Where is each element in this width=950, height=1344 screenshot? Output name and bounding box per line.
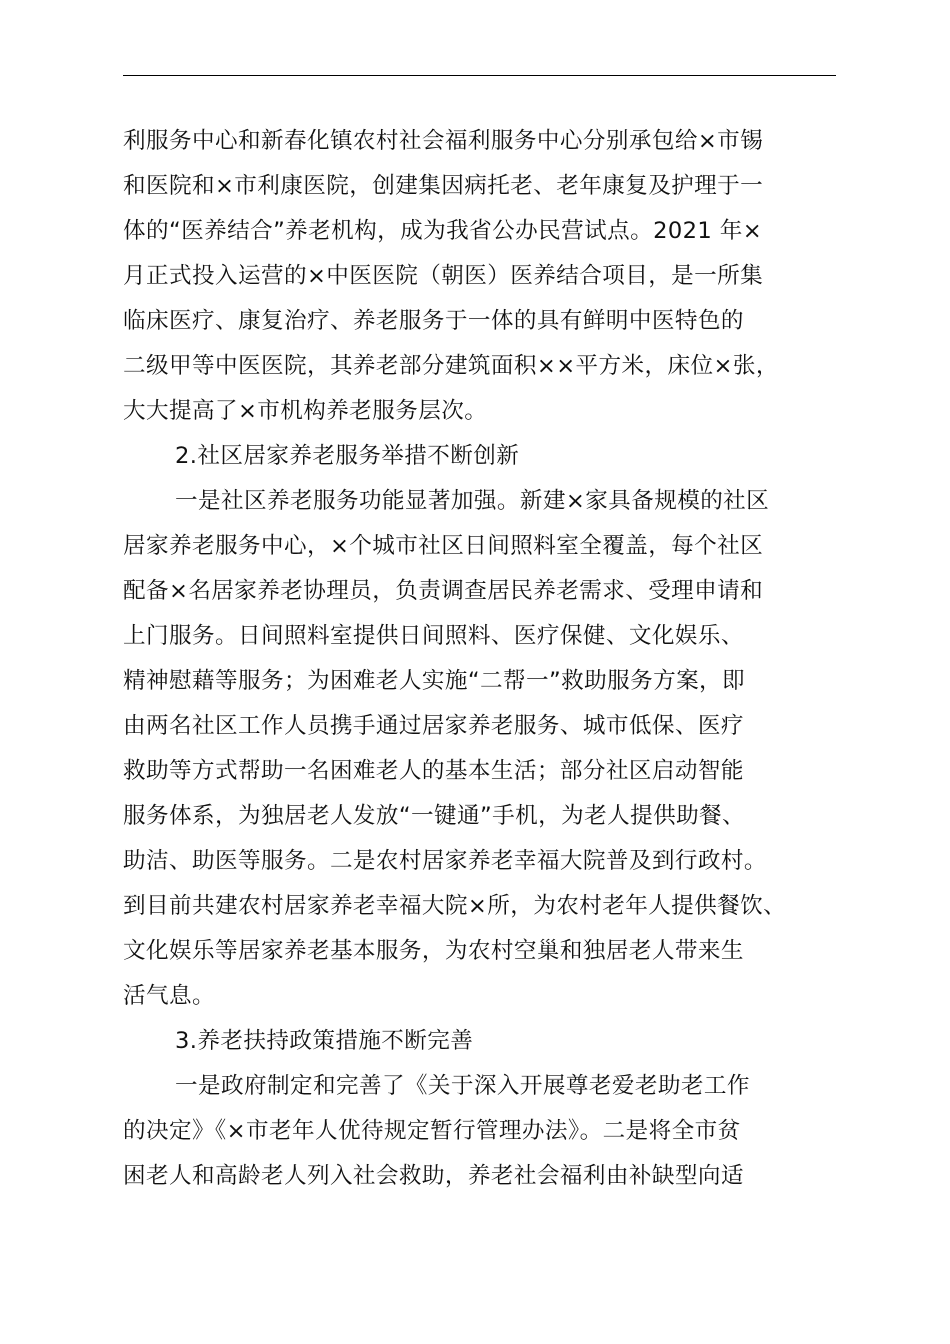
text-line: 困老人和高龄老人列入社会救助，养老社会福利由补缺型向适 [123, 1163, 744, 1189]
text-line: 活气息。 [123, 983, 215, 1009]
text-line: 救助等方式帮助一名困难老人的基本生活；部分社区启动智能 [123, 758, 744, 784]
section-heading: 3.养老扶持政策措施不断完善 [175, 1028, 474, 1054]
header-rule [123, 75, 836, 76]
text-line: 居家养老服务中心，×个城市社区日间照料室全覆盖，每个社区 [123, 533, 764, 559]
body-text [123, 119, 863, 1199]
paragraph-start: 一是社区养老服务功能显著加强。新建×家具备规模的社区 [175, 488, 770, 514]
text-line: 大大提高了×市机构养老服务层次。 [123, 398, 488, 424]
text-line: 和医院和×市利康医院，创建集因病托老、老年康复及护理于一 [123, 173, 764, 199]
text-line: 的决定》《×市老年人优待规定暂行管理办法》。二是将全市贫 [123, 1118, 741, 1144]
text-line: 助洁、助医等服务。二是农村居家养老幸福大院普及到行政村。 [123, 848, 767, 874]
text-line: 由两名社区工作人员携手通过居家养老服务、城市低保、医疗 [123, 713, 744, 739]
text-line: 服务体系，为独居老人发放“一键通”手机，为老人提供助餐、 [123, 803, 746, 829]
paragraph-start: 一是政府制定和完善了《关于深入开展尊老爱老助老工作 [175, 1073, 750, 1099]
text-line: 配备×名居家养老协理员，负责调查居民养老需求、受理申请和 [123, 578, 764, 604]
section-heading: 2.社区居家养老服务举措不断创新 [175, 443, 520, 469]
text-line: 到目前共建农村居家养老幸福大院×所，为农村老年人提供餐饮、 [123, 893, 787, 919]
text-line: 二级甲等中医医院，其养老部分建筑面积××平方米，床位×张， [123, 353, 779, 379]
text-line: 月正式投入运营的×中医医院（朝医）医养结合项目，是一所集 [123, 263, 764, 289]
text-line: 精神慰藉等服务；为困难老人实施“二帮一”救助服务方案，即 [123, 668, 746, 694]
text-line: 临床医疗、康复治疗、养老服务于一体的具有鲜明中医特色的 [123, 308, 744, 334]
text-line: 体的“医养结合”养老机构，成为我省公办民营试点。2021 年× [123, 218, 763, 244]
text-line: 利服务中心和新春化镇农村社会福利服务中心分别承包给×市锡 [123, 128, 764, 154]
text-line: 文化娱乐等居家养老基本服务，为农村空巢和独居老人带来生 [123, 938, 744, 964]
text-line: 上门服务。日间照料室提供日间照料、医疗保健、文化娱乐、 [123, 623, 744, 649]
